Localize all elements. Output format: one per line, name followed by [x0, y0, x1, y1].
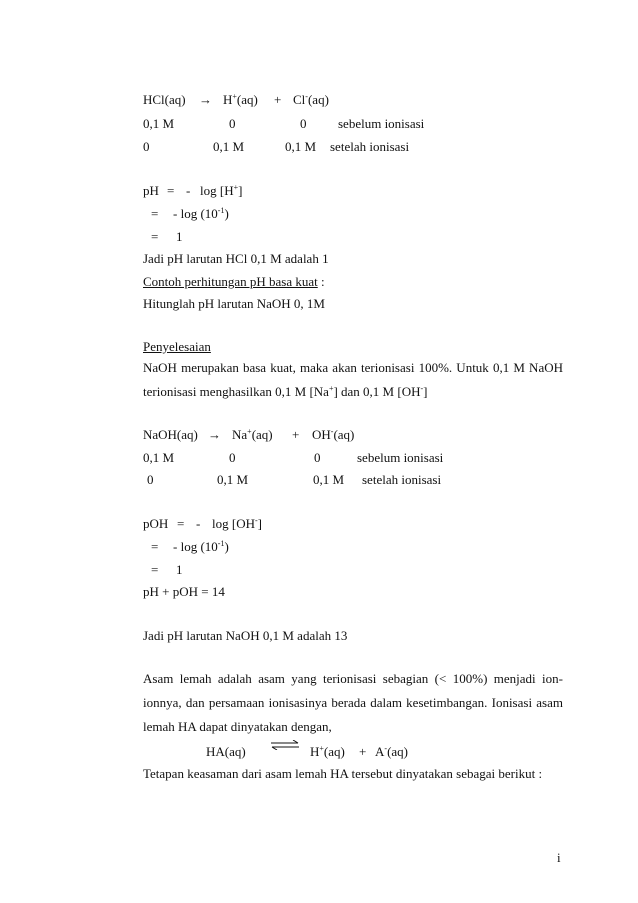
page-number: i [557, 850, 561, 865]
cell: 0 [229, 450, 236, 465]
cell-note: sebelum ionisasi [357, 450, 444, 465]
hydroxide-ion: OH-(aq) [312, 427, 355, 442]
weak-acid-closing: Tetapan keasaman dari asam lemah HA tersebut dinyatakan sebagai berikut : [143, 766, 543, 781]
value: 1 [176, 562, 183, 577]
ph-label: pH [143, 183, 159, 198]
reaction-arrow: → [208, 427, 221, 442]
equals: = [151, 229, 159, 244]
cell: 0,1 M [143, 116, 175, 131]
hcl-lhs: HCl(aq) [143, 92, 186, 107]
sodium-ion: Na+(aq) [232, 427, 273, 442]
equals: = [151, 539, 159, 554]
cell: 0 [147, 472, 154, 487]
solution-paragraph-line-1: NaOH merupakan basa kuat, maka akan terionisasi 100%. Untuk 0,1 M NaOH [143, 360, 563, 375]
chloride-ion: Cl-(aq) [293, 92, 329, 107]
value: 1 [176, 229, 183, 244]
cell-note: setelah ionisasi [362, 472, 442, 487]
hydrogen-ion: H+(aq) [223, 92, 258, 107]
cell: 0 [314, 450, 321, 465]
hydrogen-ion: H+(aq) [310, 744, 345, 759]
plus-sign: + [292, 427, 300, 442]
hcl-conclusion: Jadi pH larutan HCl 0,1 M adalah 1 [143, 251, 329, 266]
plus-sign: + [274, 92, 282, 107]
plus-sign: + [359, 744, 367, 759]
log-expr: log [H+] [200, 183, 243, 198]
cell-note: sebelum ionisasi [338, 116, 425, 131]
cell: 0,1 M [213, 139, 245, 154]
log-expr: log [OH-] [212, 516, 262, 531]
example-question: Hitunglah pH larutan NaOH 0, 1M [143, 296, 325, 311]
cell: 0 [143, 139, 150, 154]
example-heading: Contoh perhitungan pH basa kuat : [143, 274, 325, 289]
anion: A-(aq) [375, 744, 408, 759]
ha-lhs: HA(aq) [206, 744, 246, 759]
naoh-conclusion: Jadi pH larutan NaOH 0,1 M adalah 13 [143, 628, 348, 643]
log-expr: - $\log (10^{-1})$ [173, 206, 229, 221]
cell: 0,1 M [313, 472, 345, 487]
cell: 0 [300, 116, 307, 131]
cell: 0 [229, 116, 236, 131]
equals: = [177, 516, 185, 531]
naoh-lhs: NaOH(aq) [143, 427, 198, 442]
equals: = [151, 562, 159, 577]
reaction-arrow: → [199, 92, 212, 107]
weak-acid-line-2: ionnya, dan persamaan ionisasinya berada dalam kesetimbangan. Ionisasi asam [143, 695, 563, 710]
weak-acid-line-1: Asam lemah adalah asam yang terionisasi sebagian (< 100%) menjadi ion- [143, 671, 563, 686]
log-expr: - $\log (10^{-1})$ [173, 539, 229, 554]
cell: 0,1 M [143, 450, 175, 465]
ph-poh-sum: pH + pOH = 14 [143, 584, 225, 599]
equals: = [151, 206, 159, 221]
solution-paragraph-line-2: terionisasi menghasilkan 0,1 M [Na+] dan 0,1 M [OH-] [143, 384, 428, 399]
solution-heading: Penyelesaian [143, 339, 211, 354]
cell: 0,1 M [217, 472, 249, 487]
weak-acid-line-3: lemah HA dapat dinyatakan dengan, [143, 719, 332, 734]
cell-note: setelah ionisasi [330, 139, 410, 154]
minus: - [186, 183, 191, 198]
cell: 0,1 M [285, 139, 317, 154]
equals: = [167, 183, 175, 198]
poh-label: pOH [143, 516, 169, 531]
minus: - [196, 516, 201, 531]
